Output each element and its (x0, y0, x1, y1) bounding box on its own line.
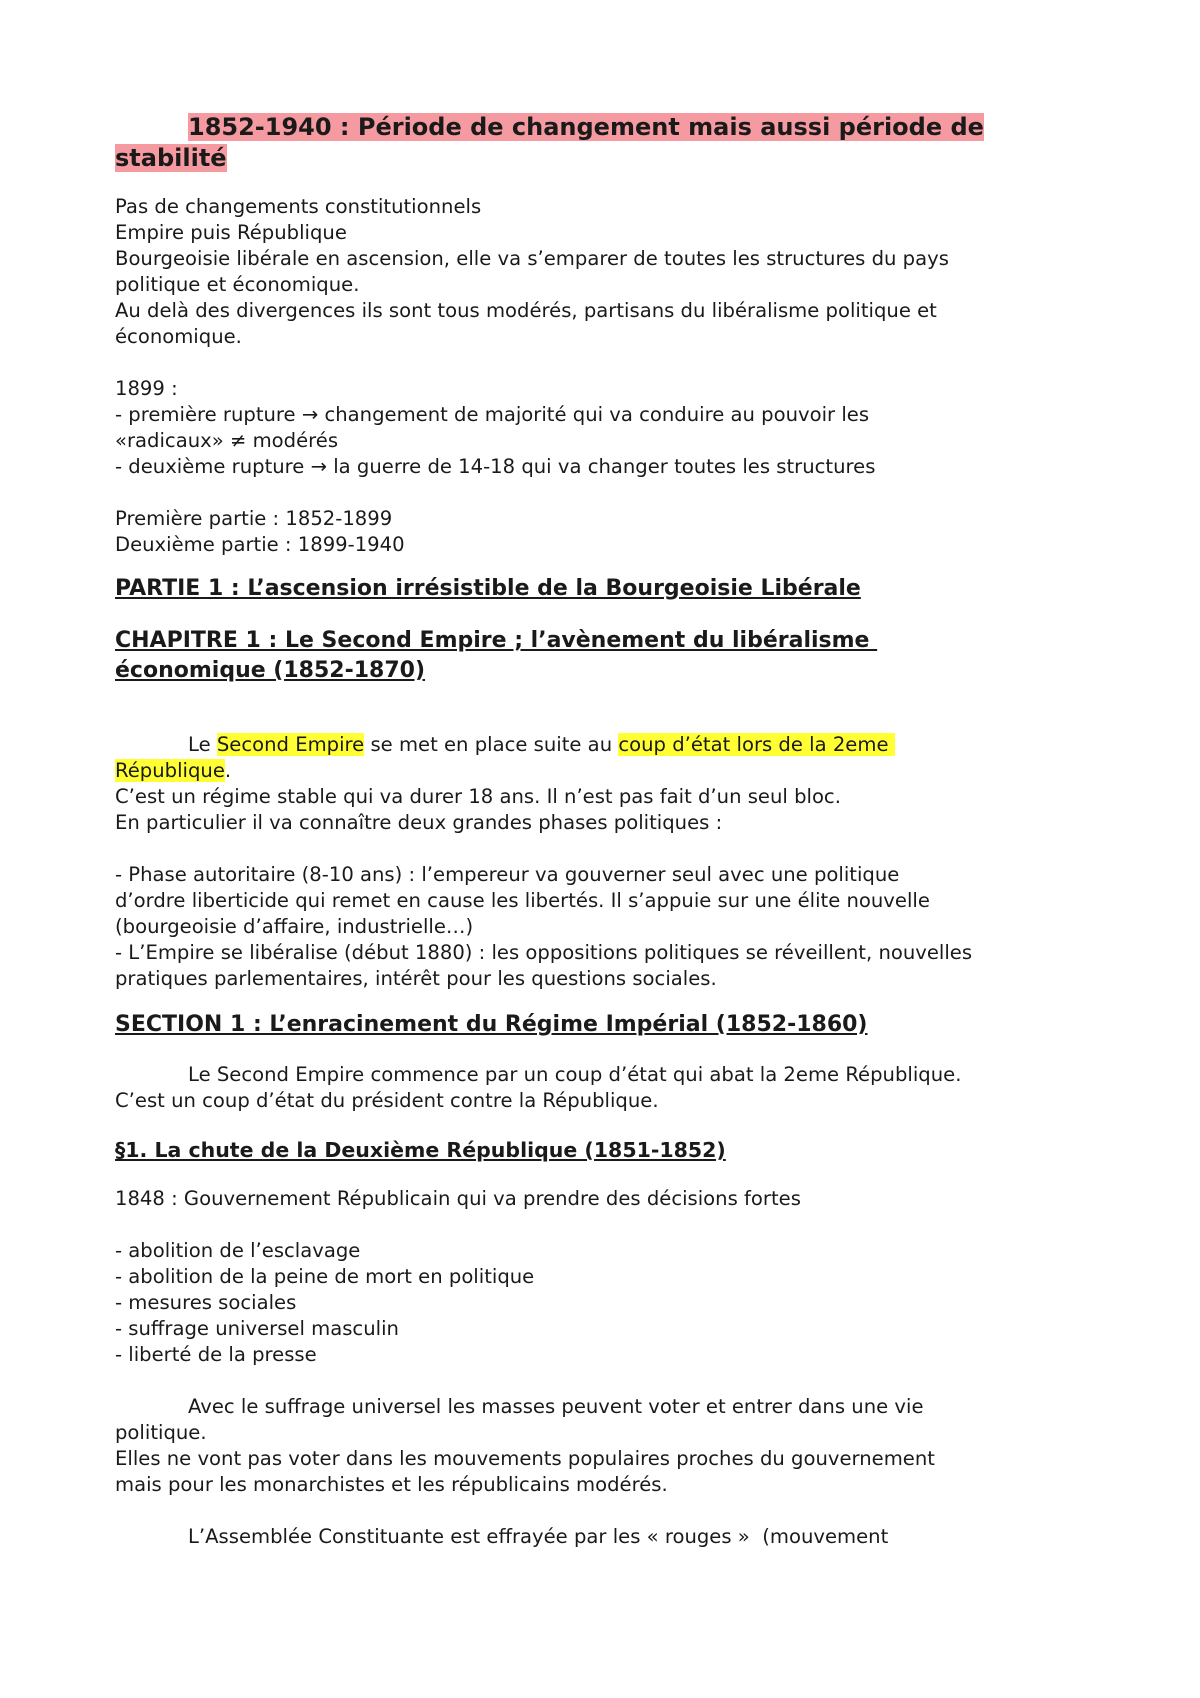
section1-line: C’est un coup d’état du président contre la République. (115, 1089, 659, 1112)
highlight-second-empire: Second Empire (216, 733, 365, 756)
ruptures-line: 1899 : (115, 377, 178, 400)
ruptures-line: - première rupture → changement de majorité qui va conduire au pouvoir les (115, 403, 870, 426)
section1-heading (115, 1010, 1100, 1040)
phase-line: - L’Empire se libéralise (début 1880) : les oppositions politiques se réveillent, nouvelles (115, 941, 973, 964)
section1-line: Le Second Empire commence par un coup d’état qui abat la 2eme République. (188, 1063, 962, 1086)
assemblee-line: L’Assemblée Constituante est effrayée par les « rouges » (mouvement (188, 1525, 889, 1548)
intro-line: C’est un régime stable qui va durer 18 ans. Il n’est pas fait d’un seul bloc. (115, 785, 841, 808)
intro-line: En particulier il va connaître deux grandes phases politiques : (115, 811, 723, 834)
partie-line: Première partie : 1852-1899 (115, 507, 393, 530)
intro-line: économique. (115, 325, 242, 348)
suffrage-paragraph (115, 1394, 1100, 1498)
section1-intro (115, 1062, 1100, 1114)
intro-paragraph (115, 194, 1100, 350)
intro-line: Pas de changements constitutionnels (115, 195, 482, 218)
suffrage-line: Elles ne vont pas voter dans les mouvements populaires proches du gouvernement (115, 1447, 935, 1470)
decisions-list (115, 1238, 1100, 1368)
phase-line: - Phase autoritaire (8-10 ans) : l’empereur va gouverner seul avec une politique (115, 863, 900, 886)
document-title (115, 112, 1100, 174)
phase-line: d’ordre liberticide qui remet en cause les libertés. Il s’appuie sur une élite nouvelle (115, 889, 930, 912)
ruptures-line: «radicaux» ≠ modérés (115, 429, 339, 452)
intro-text: se met en place suite au (364, 733, 619, 756)
partie-line: Deuxième partie : 1899-1940 (115, 533, 405, 556)
ruptures-line: - deuxième rupture → la guerre de 14-18 qui va changer toutes les structures (115, 455, 876, 478)
ruptures-block (115, 376, 1100, 480)
partie1-heading-text: PARTIE 1 : L’ascension irrésistible de la Bourgeoisie Libérale (115, 576, 861, 601)
chapitre1-intro (115, 732, 1100, 836)
title-line-1: 1852-1940 : Période de changement mais aussi période de (188, 113, 984, 141)
document-body (115, 112, 1100, 1550)
section1-heading-text: SECTION 1 : L’enracinement du Régime Impérial (1852-1860) (115, 1012, 868, 1037)
highlight-coup-etat: coup d’état lors de la 2eme (618, 733, 895, 756)
parties-block (115, 506, 1100, 558)
intro-line: Au delà des divergences ils sont tous modérés, partisans du libéralisme politique et (115, 299, 937, 322)
partie1-heading (115, 574, 1100, 604)
decision-item: - liberté de la presse (115, 1343, 317, 1366)
intro-line: Bourgeoisie libérale en ascension, elle va s’emparer de toutes les structures du pays (115, 247, 949, 270)
suffrage-line: Avec le suffrage universel les masses peuvent voter et entrer dans une vie (188, 1395, 924, 1418)
phase-line: pratiques parlementaires, intérêt pour les questions sociales. (115, 967, 717, 990)
chapitre1-heading (115, 626, 1100, 686)
intro-line: politique et économique. (115, 273, 360, 296)
decision-item: - abolition de l’esclavage (115, 1239, 361, 1262)
para1-heading-text: §1. La chute de la Deuxième République (1851-1852) (115, 1138, 726, 1162)
title-line-2: stabilité (115, 144, 227, 172)
intro-text: Le (188, 733, 217, 756)
highlight-republique: République (115, 759, 225, 782)
decision-item: - mesures sociales (115, 1291, 297, 1314)
chapitre1-heading-line-1: CHAPITRE 1 : Le Second Empire ; l’avènement du libéralisme (115, 628, 878, 653)
phase-line: (bourgeoisie d’affaire, industrielle…) (115, 915, 474, 938)
decision-item: - abolition de la peine de mort en politique (115, 1265, 535, 1288)
decision-item: - suffrage universel masculin (115, 1317, 399, 1340)
para1-heading (115, 1136, 1100, 1164)
suffrage-line: politique. (115, 1421, 207, 1444)
suffrage-line: mais pour les monarchistes et les républicains modérés. (115, 1473, 668, 1496)
phases-list (115, 862, 1100, 992)
chapitre1-heading-line-2: économique (1852-1870) (115, 658, 426, 683)
gouvernement-1848-line: 1848 : Gouvernement Républicain qui va prendre des décisions fortes (115, 1187, 801, 1210)
intro-text: . (224, 759, 232, 782)
intro-line: Empire puis République (115, 221, 347, 244)
